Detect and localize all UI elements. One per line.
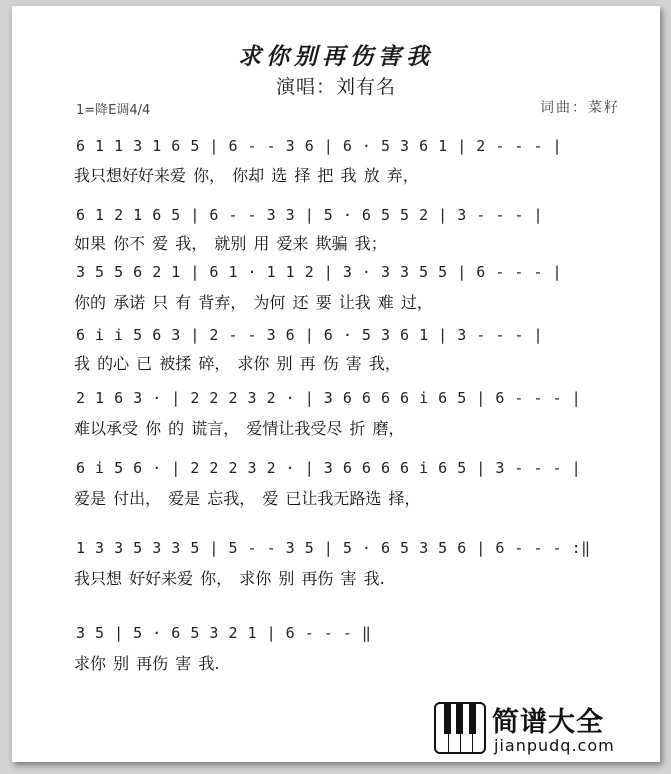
logo-name: 简谱大全 (492, 707, 604, 738)
lyrics-line: 难以承受 你 的 谎言， 爱情让我受尽 折 磨， (74, 419, 405, 438)
notation-line: 6 1 2 1 6 5 | 6 - - 3 3 | 5 · 6 5 5 2 | 3 - - - | (76, 206, 544, 224)
notation-line: 6 i 5 6 · | 2 2 2 3 2 · | 3 6 6 6 6 i 6 5 | 3 - - - | (76, 459, 582, 477)
notation-line: 3 5 5 6 2 1 | 6 1 · 1 1 2 | 3 · 3 3 5 5 | 6 - - - | (76, 263, 563, 281)
notation-line: 6 1 1 3 1 6 5 | 6 - - 3 6 | 6 · 5 3 6 1 | 2 - - - | (76, 137, 563, 155)
lyrics-line: 我 的心 已 被揉 碎， 求你 别 再 伤 害 我， (74, 354, 401, 373)
piano-keys-icon (434, 702, 486, 754)
lyrics-line: 我只想好好来爱 你， 你却 选 择 把 我 放 弃， (74, 166, 419, 185)
site-logo (434, 700, 654, 758)
song-title: 求你别再伤害我 (238, 43, 434, 70)
key-signature: 1=降E调4/4 (76, 103, 151, 118)
notation-line: 6 i i 5 6 3 | 2 - - 3 6 | 6 · 5 3 6 1 | 3 - - - | (76, 326, 544, 344)
music-sheet (12, 6, 660, 762)
lyricist-composer-credit: 词曲：菜籽 (540, 100, 620, 116)
lyrics-line: 如果 你不 爱 我， 就别 用 爱来 欺骗 我； (74, 234, 387, 253)
lyrics-line: 你的 承诺 只 有 背弃， 为何 还 要 让我 难 过， (74, 293, 433, 312)
lyrics-line: 求你 别 再伤 害 我. (74, 654, 220, 673)
lyrics-line: 我只想 好好来爱 你， 求你 别 再伤 害 我. (74, 569, 385, 588)
lyrics-line: 爱是 付出， 爱是 忘我， 爱 已让我无路选 择， (74, 489, 421, 508)
notation-line: 1 3 3 5 3 3 5 | 5 - - 3 5 | 5 · 6 5 3 5 6 | 6 - - - :‖ (76, 539, 591, 557)
singer-credit: 演唱：刘有名 (275, 76, 396, 98)
notation-line: 3 5 | 5 · 6 5 3 2 1 | 6 - - - ‖ (76, 624, 372, 642)
notation-line: 2 1 6 3 · | 2 2 2 3 2 · | 3 6 6 6 6 i 6 5 | 6 - - - | (76, 389, 582, 407)
logo-url: jianpudq.com (494, 736, 615, 755)
